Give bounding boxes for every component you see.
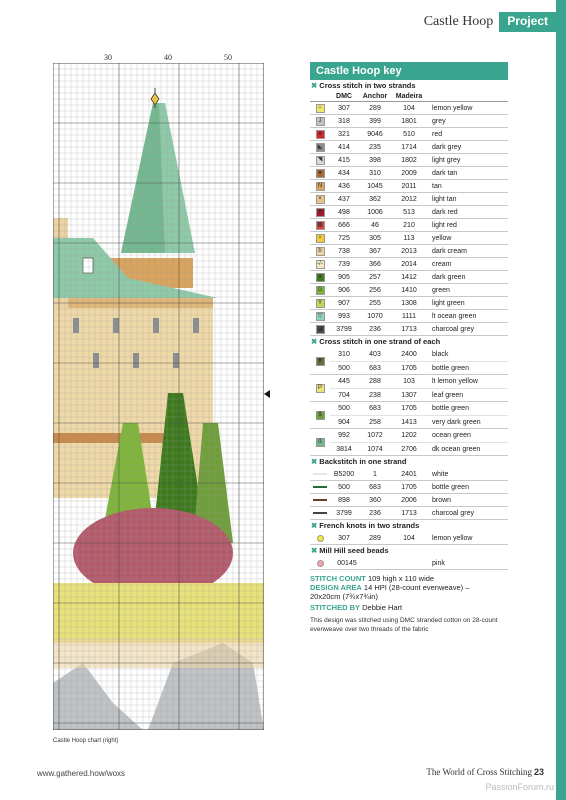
key-row: 310 403 2400 black: [338, 351, 449, 358]
symbol-swatch-icon: ☆: [317, 104, 323, 111]
symbol-swatch-icon: J: [316, 117, 325, 126]
chart-caption: Castle Hoop chart (right): [53, 738, 119, 744]
key-row: 3814 1074 2706 dk ocean green: [330, 442, 508, 455]
backstitch-line-icon: [313, 473, 327, 475]
symbol-swatch-icon: -/-: [317, 260, 323, 267]
axis-label-30: 30: [104, 53, 112, 62]
key-panel: [310, 62, 508, 634]
key-row: G 906 256 1410 green: [310, 284, 508, 297]
french-knot-rows: [310, 532, 508, 545]
chart-brick-band: [53, 433, 178, 443]
watermark: PassionForum.ru: [485, 782, 554, 792]
key-row: ☆ 307 289 104 lemon yellow: [310, 102, 508, 115]
symbol-swatch-icon: ♥: [316, 208, 325, 217]
key-column-header: DMC Anchor Madeira: [310, 92, 508, 102]
stitch-info: STITCH COUNT 109 high x 110 wide DESIGN AREA 14 HPI (28-count evenweave) – 20x20cm (7¾x7¾in) STITCHED BY Debbie Hart: [310, 574, 470, 612]
key-row: ● 321 9046 510 red: [310, 128, 508, 141]
stitch-note: This design was stitched using DMC stranded cotton on 28-count evenweave over two threads of the fabric: [310, 617, 498, 633]
symbol-swatch-icon: Y: [316, 299, 325, 308]
section-heading: ✖ Cross stitch in two strands: [311, 81, 416, 90]
symbol-swatch-icon: ●: [316, 169, 325, 178]
key-blend-group: [310, 375, 508, 402]
cross-stitch-rows: [310, 102, 508, 336]
key-row: B5200 1 2401 white: [310, 468, 508, 481]
symbol-swatch-icon: ▩: [317, 221, 323, 228]
symbol-swatch-icon: ●: [316, 130, 325, 139]
symbol-swatch-icon: P: [316, 384, 325, 393]
key-blend-group: [310, 402, 508, 429]
key-row: × 437 362 2012 light tan: [310, 193, 508, 206]
symbol-swatch-icon: G: [316, 286, 325, 295]
key-row: N 436 1045 2011 tan: [310, 180, 508, 193]
header-title: Castle Hoop: [423, 14, 494, 29]
key-row: Y 907 255 1308 light green: [310, 297, 508, 310]
cross-stitch-chart: [53, 63, 264, 730]
backstitch-rows: [310, 468, 508, 520]
key-row: -/- 739 366 2014 cream: [310, 258, 508, 271]
key-row: 704 238 1307 leaf green: [330, 388, 508, 401]
blend-rows: [310, 348, 508, 456]
key-row: 307 289 104 lemon yellow: [310, 532, 508, 545]
backstitch-line-icon: [313, 512, 327, 514]
key-row: ◪ 3799 236 1713 charcoal grey: [310, 323, 508, 336]
symbol-swatch-icon: ß: [316, 438, 325, 447]
section-heading: ✖ Mill Hill seed beads: [311, 546, 389, 555]
key-row: 500 683 1705 bottle green: [338, 405, 469, 412]
symbol-swatch-icon: ▼: [317, 357, 323, 364]
key-blend-group: [310, 429, 508, 456]
key-row: ♀ 725 305 113 yellow: [310, 232, 508, 245]
key-row: 3799 236 1713 charcoal grey: [310, 507, 508, 520]
key-row: 992 1072 1202 ocean green: [338, 432, 471, 439]
key-blend-group: [310, 348, 508, 375]
key-row: ◥ 415 398 1802 light grey: [310, 154, 508, 167]
header-tag: Project: [499, 12, 556, 32]
french-knot-icon: [317, 535, 324, 542]
key-row: ▽ 993 1070 1111 lt ocean green: [310, 310, 508, 323]
page-header: [424, 12, 556, 32]
key-row: 898 360 2006 brown: [310, 494, 508, 507]
key-row: 00145 pink: [310, 557, 508, 570]
key-row: 904 258 1413 very dark green: [330, 415, 508, 428]
key-row: 445 288 103 lt lemon yellow: [338, 378, 478, 385]
key-row: J 318 399 1801 grey: [310, 115, 508, 128]
section-heading: ✖ French knots in two strands: [311, 521, 420, 530]
page-number: 23: [533, 767, 544, 777]
section-heading: ✖ Cross stitch in one strand of each: [311, 337, 441, 346]
page-edge-stripe: [556, 0, 566, 800]
key-row: ● 434 310 2009 dark tan: [310, 167, 508, 180]
symbol-swatch-icon: ◣: [316, 143, 325, 152]
footer-magazine: The World of Cross Stitching 23: [426, 767, 544, 777]
axis-label-50: 50: [224, 53, 232, 62]
bead-rows: [310, 557, 508, 570]
axis-label-40: 40: [164, 53, 172, 62]
symbol-swatch-icon: $: [316, 411, 325, 420]
symbol-swatch-icon: ◥: [316, 156, 325, 165]
key-row: 500 683 1705 bottle green: [330, 361, 508, 374]
key-row: ▩ 666 46 210 light red: [310, 219, 508, 232]
symbol-swatch-icon: ♦: [316, 273, 325, 282]
symbol-swatch-icon: ◪: [317, 325, 323, 332]
backstitch-line-icon: [313, 499, 327, 501]
key-title: Castle Hoop key: [310, 62, 508, 80]
key-row: 500 683 1705 bottle green: [310, 481, 508, 494]
backstitch-line-icon: [313, 486, 327, 488]
symbol-swatch-icon: ×: [316, 195, 325, 204]
chart-center-arrow: [264, 390, 270, 398]
symbol-swatch-icon: N: [316, 182, 325, 191]
seed-bead-icon: [317, 560, 324, 567]
symbol-swatch-icon: b: [316, 247, 325, 256]
key-row: b 738 367 2013 dark cream: [310, 245, 508, 258]
key-row: ♦ 905 257 1412 dark green: [310, 271, 508, 284]
section-heading: ✖ Backstitch in one strand: [311, 457, 407, 466]
key-row: ◣ 414 235 1714 dark grey: [310, 141, 508, 154]
symbol-swatch-icon: ♀: [316, 234, 325, 243]
symbol-swatch-icon: ▽: [316, 312, 325, 321]
footer-url[interactable]: www.gathered.how/woxs: [37, 769, 126, 778]
key-row: ♥ 498 1006 513 dark red: [310, 206, 508, 219]
